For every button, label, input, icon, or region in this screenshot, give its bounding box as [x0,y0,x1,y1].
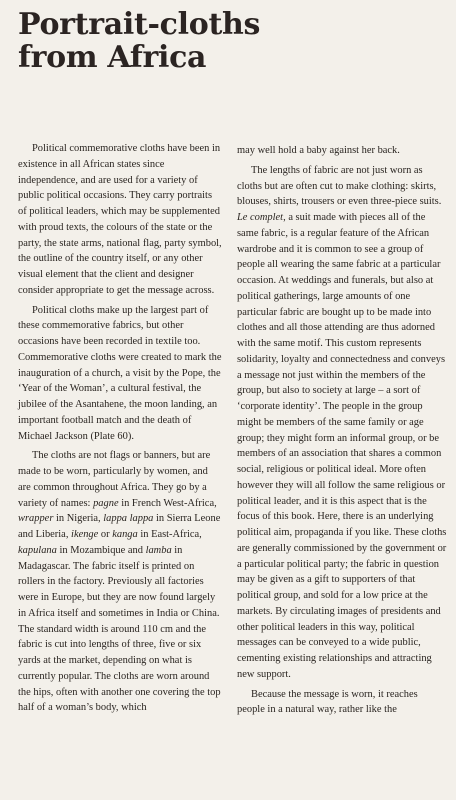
text-run: in Nigeria, [53,513,104,525]
text-run: in East-Africa, [137,529,202,540]
page-title [18,8,260,74]
right-text-column [237,143,447,722]
text-run: in Sierra Leone and Liberia, [18,513,221,540]
paragraph [237,687,447,719]
text-run: , a suit made with pieces all of the same fabric, is a regular feature of the African wardrobe and it is common to see a group of people all wearing the same fabric at a particular occasion. At weddings and funerals, but also at political gatherings, large amounts of one particular fabric are bought up to be made into clothes and all those attending are thus adorned with the same motif. This custom represents solidarity, loyalty and connectedness and conveys a message not just within the members of the group, but also to society at large – a sort of ‘corporate identity’. The people in the group might be members of the same family or age group; they might form an informal group, or be members of an association that shares a common social, religious or political ideal. More often however they will all follow the same religious or political leader, and it is this aspect that is the focus of this book. Here, there is an underlying political aim, propaganda if you like. These cloths are generally commissioned by the government or a particular political party; the fabric in question may be given as a gift to supporters of that political group, and sold for a low price at the markets. By circulating images of presidents and other political leaders in this way, political messages can be conveyed to a wide public, cementing existing relationships and attracting new support. [237,212,447,680]
italic-term: kanga [112,529,138,540]
text-run: Political commemorative cloths have been in existence in all African states since independence, and are used for a variety of public political occasions. They carry portraits of political leaders, which may be supplemented with proud texts, the colours of the state or the party, the state arms, national flag, party symbol, the outline of the country itself, or any other visual element that the client and designer consider appropriate to get the message across. [18,143,222,296]
italic-term: kapulana [18,544,57,556]
paragraph [18,303,223,445]
text-run: or [98,529,113,540]
text-run: in French West-Africa, [118,497,217,509]
text-run: in Mozambique and [56,544,146,556]
italic-term: Le complet [237,212,284,223]
text-run: Political cloths make up the largest part of these commemorative fabrics, but other occasions have been recorded in textile too. Commemorative cloths were created to mark the inauguration of a church, a visit by the Pope, the ‘Year of the Woman’, a cultural festival, the jubilee of the Asantahene, the moon landing, an important football match and the death of Michael Jackson (Plate 60). [18,304,222,442]
text-run: The cloths are not flags or banners, but are made to be worn, particularly by women, and are common throughout Africa. They go by a variety of names: [18,450,211,509]
paragraph [237,143,447,159]
text-run: The lengths of fabric are not just worn as cloths but are often cut to make clothing: skirts, blouses, shirts, trousers or even three-piece suits. [237,164,442,208]
text-run: Because the message is worn, it reaches people in a natural way, rather like the [237,688,418,716]
italic-term: wrapper [18,513,54,525]
italic-term: lappa lappa [103,513,154,525]
title-line-2: from Africa [18,40,207,75]
paragraph [18,448,223,716]
paragraph [237,163,447,683]
left-text-column [18,141,223,720]
italic-term: lamba [145,544,172,556]
italic-term: ikenge [71,529,99,540]
text-run: in Madagascar. The fabric itself is printed on rollers in the factory. Previously all factories were in Europe, but they are now found largely in Africa itself and sometimes in India or China. The standard width is around 110 cm and the fabric is cut into lengths of three, five or six yards at the market, depending on what is currently popular. The cloths are worn around the hips, often with another one covering the top half of a woman’s body, which [18,544,221,714]
paragraph [18,141,223,299]
text-run: may well hold a baby against her back. [237,145,400,156]
title-line-1: Portrait-cloths [18,7,261,42]
italic-term: pagne [93,497,119,509]
